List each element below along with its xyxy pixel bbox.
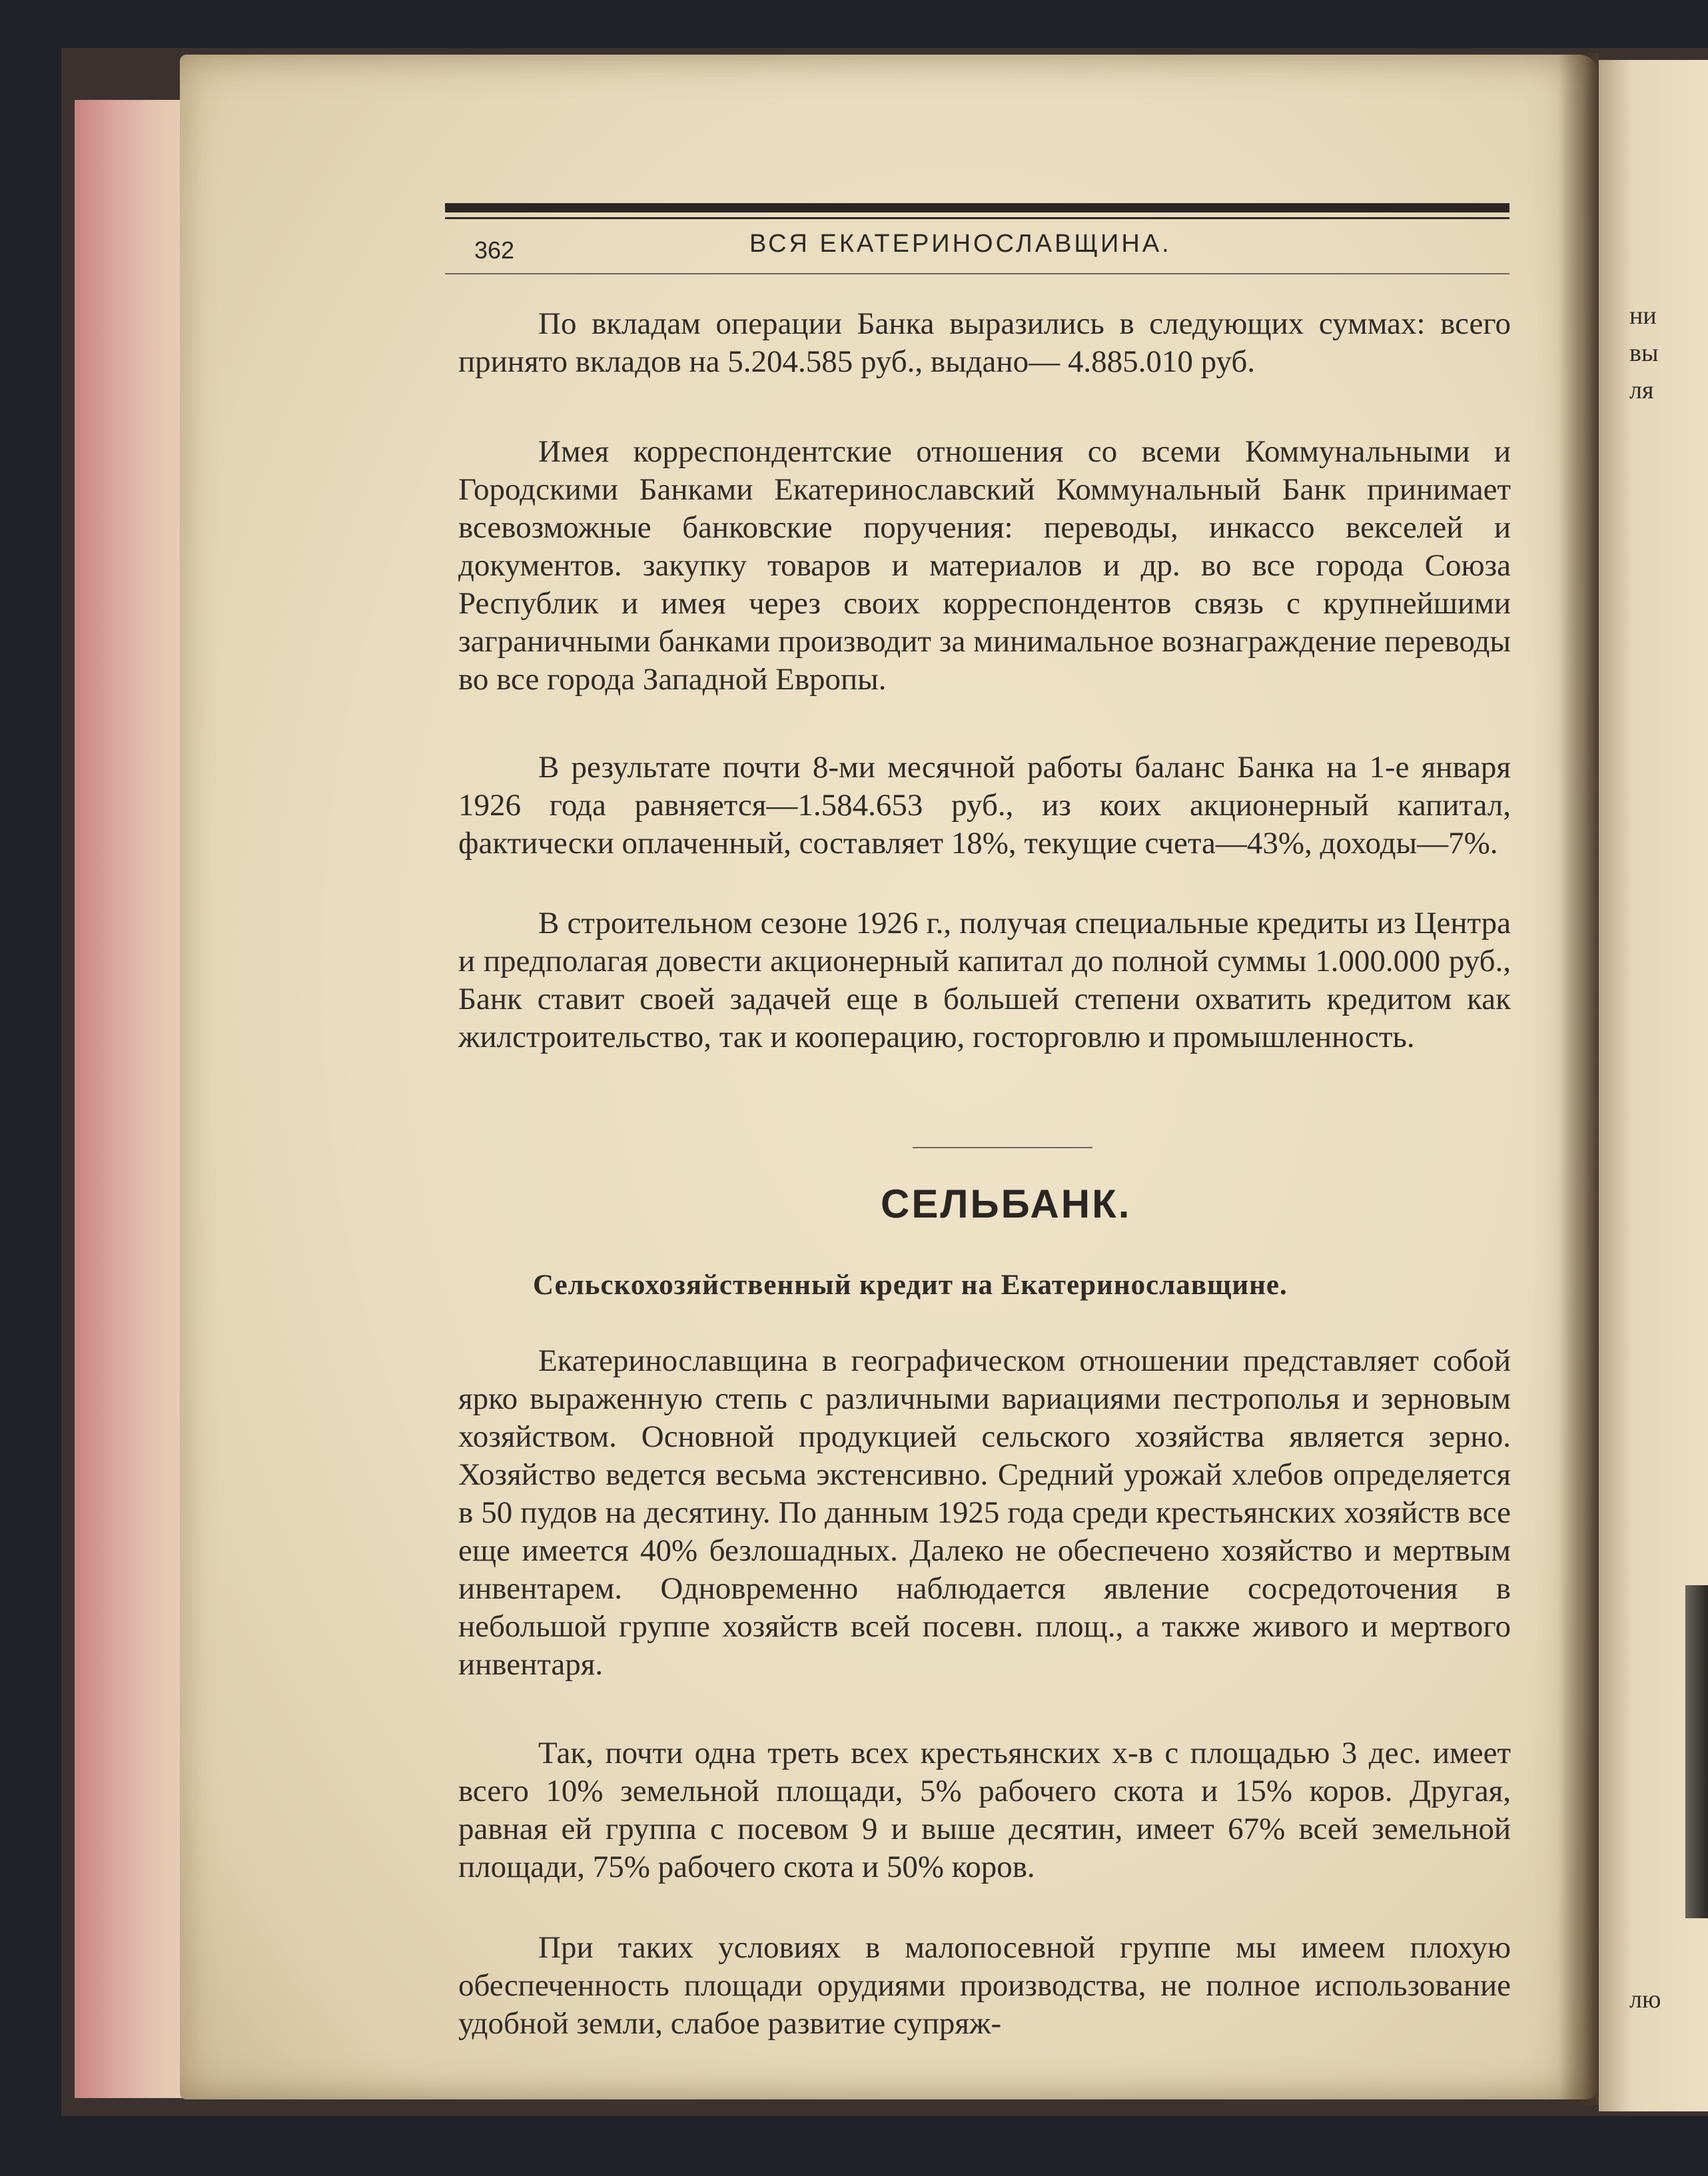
section-title: СЕЛЬБАНК.	[881, 1182, 1132, 1226]
body-paragraph: По вкладам операции Банка выразились в следующих суммах: всего принято вкладов на 5.204.585 руб., выдано— 4.885.010 руб.	[458, 306, 1511, 379]
body-paragraph: В результате почти 8-ми месячной работы баланс Банка на 1-е января 1926 года равняется—1.584.653 руб., из коих акционерный капитал, фактически оплаченный, составляет 18%, текущие счета—43%, доходы—7%.	[458, 750, 1511, 861]
right-page-fragment: вы	[1629, 339, 1659, 367]
running-title: ВСЯ ЕКАТЕРИНОСЛАВЩИНА.	[749, 230, 1172, 258]
right-page-fragment: лю	[1629, 1986, 1661, 2013]
section-paragraph: Екатеринославщина в географическом отношении представляет собой ярко выраженную степь с различными вариациями пестрополья и зерновым хозяйством. Основной продукцией сельского хозяйства является зерно. Хозяйство ведется весьма экстенсивно. Средний урожай хлебов определяется в 50 пудов на десятину. По данным 1925 года среди крестьянских хозяйств все еще имеется 40% безлошадных. Далеко не обеспечено хозяйство и мертвым инвентарем. Одновременно наблюдается явление сосредоточения в небольшой группе хозяйств всей посевн. площ., а также живого и мертвого инвентаря.	[458, 1343, 1511, 1682]
header-rule	[445, 203, 1509, 212]
right-page-photo-edge	[1685, 1585, 1708, 1918]
page-number: 362	[474, 236, 515, 264]
header-rule-thin	[445, 217, 1509, 219]
body-paragraph: В строительном сезоне 1926 г., получая специальные кредиты из Центра и предполагая довести акционерный капитал до полной суммы 1.000.000 руб., Банк ставит своей задачей еще в большей степени охватить кредитом как жилстроительство, так и кооперацию, госторговлю и промышленность.	[458, 906, 1511, 1054]
book-gutter	[1559, 53, 1599, 2105]
section-paragraph: При таких условиях в малопосевной группе мы имеем плохую обеспеченность площади орудиями производства, не полное использование удобной земли, слабое развитие супряж-	[458, 1930, 1511, 2041]
section-separator	[913, 1147, 1092, 1148]
header-underline	[445, 273, 1509, 274]
body-paragraph: Имея корреспондентские отношения со всеми Коммунальными и Городскими Банками Екатеринославский Коммунальный Банк принимает всевозможные банковские поручения: переводы, инкассо векселей и документов. закупку товаров и материалов и др. во все города Союза Республик и имея через своих корреспондентов связь с крупнейшими заграничными банками производит за минимальное вознаграждение переводы во все города Западной Европы.	[458, 434, 1511, 697]
right-page-fragment: ля	[1629, 376, 1654, 404]
right-page-fragment: ни	[1629, 302, 1657, 330]
section-subtitle: Сельскохозяйственный кредит на Екатеринославщине.	[533, 1269, 1288, 1301]
section-paragraph: Так, почти одна треть всех крестьянских х-в с площадью 3 дес. имеет всего 10% земельной площади, 5% рабочего скота и 15% коров. Другая, равная ей группа с посевом 9 и выше десятин, имеет 67% всей земельной площади, 75% рабочего скота и 50% коров.	[458, 1736, 1511, 1884]
